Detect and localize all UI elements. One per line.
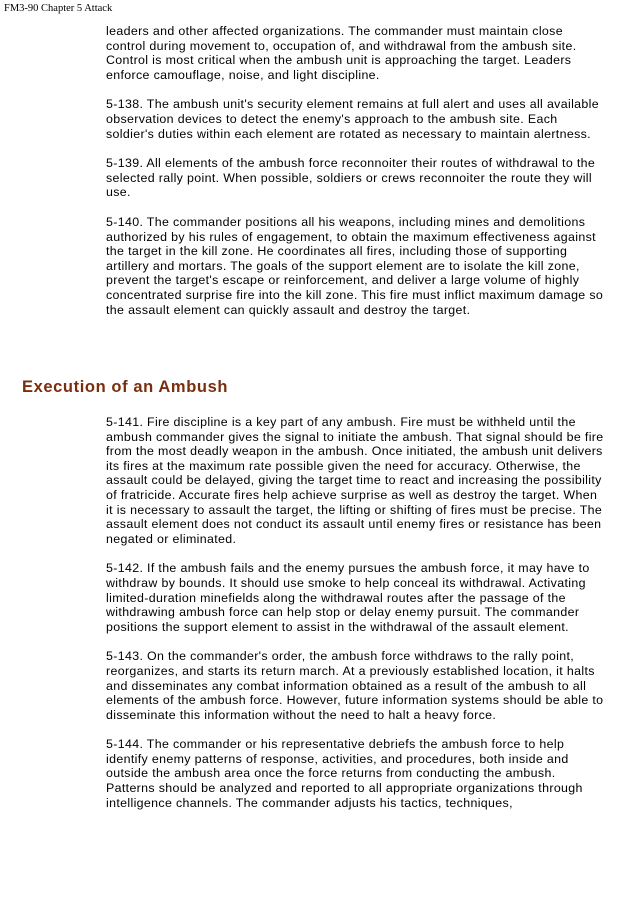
document-body-section xyxy=(106,415,606,825)
paragraph-5-139: 5-139. All elements of the ambush force reconnoiter their routes of withdrawal to the selected rally point. When possible, soldiers or crews reconnoiter the route they will use. xyxy=(106,156,596,200)
paragraph-5-143: 5-143. On the commander's order, the ambush force withdraws to the rally point, reorganizes, and starts its return march. At a previously established location, it halts and disseminates any combat information obtained as a result of the ambush to all elements of the ambush force. However, future information systems should be able to disseminate this information without the need to halt a heavy force. xyxy=(106,649,604,722)
paragraph-5-144: 5-144. The commander or his representative debriefs the ambush force to help identify enemy patterns of response, activities, and procedures, both inside and outside the ambush area once the force returns from conducting the ambush. Patterns should be analyzed and reported to all appropriate organizations through intelligence channels. The commander adjusts his tactics, techniques, xyxy=(106,737,583,810)
page-header: FM3-90 Chapter 5 Attack xyxy=(4,3,113,14)
paragraph-5-141: 5-141. Fire discipline is a key part of any ambush. Fire must be withheld until the ambush commander gives the signal to initiate the ambush. That signal should be fire from the most deadly weapon in the ambush. Once initiated, the ambush unit delivers its fires at the maximum rate possible given the need for accuracy. Otherwise, the assault could be delayed, giving the target time to react and increasing the possibility of fratricide. Accurate fires help achieve surprise as well as destroy the target. When it is necessary to assault the target, the lifting or shifting of fires must be precise. The assault element does not conduct its assault until enemy fires or resistance has been negated or eliminated. xyxy=(106,415,604,546)
document-body-top xyxy=(106,24,606,332)
paragraph-5-140: 5-140. The commander positions all his weapons, including mines and demolitions authorized by his rules of engagement, to obtain the maximum effectiveness against the target in the kill zone. He coordinates all fires, including those of supporting artillery and mortars. The goals of the support element are to isolate the kill zone, prevent the target's escape or reinforcement, and deliver a large volume of highly concentrated surprise fire into the kill zone. This fire must inflict maximum damage so the assault element can quickly assault and destroy the target. xyxy=(106,214,604,317)
paragraph-continued: leaders and other affected organizations. The commander must maintain close control during movement to, occupation of, and withdrawal from the ambush site. Control is most critical when the ambush unit is approaching the target. Leaders enforce camouflage, noise, and light discipline. xyxy=(106,24,577,82)
paragraph-5-138: 5-138. The ambush unit's security element remains at full alert and uses all available observation devices to detect the enemy's approach to the ambush site. Each soldier's duties within each element are rotated as necessary to maintain alertness. xyxy=(106,97,599,141)
paragraph-5-142: 5-142. If the ambush fails and the enemy pursues the ambush force, it may have to withdraw by bounds. It should use smoke to help conceal its withdrawal. Activating limited-duration minefields along the withdrawal routes after the passage of the withdrawing ambush force can help stop or delay enemy pursuit. The commander positions the support element to assist in the withdrawal of the assault element. xyxy=(106,561,590,634)
section-heading: Execution of an Ambush xyxy=(22,378,229,396)
